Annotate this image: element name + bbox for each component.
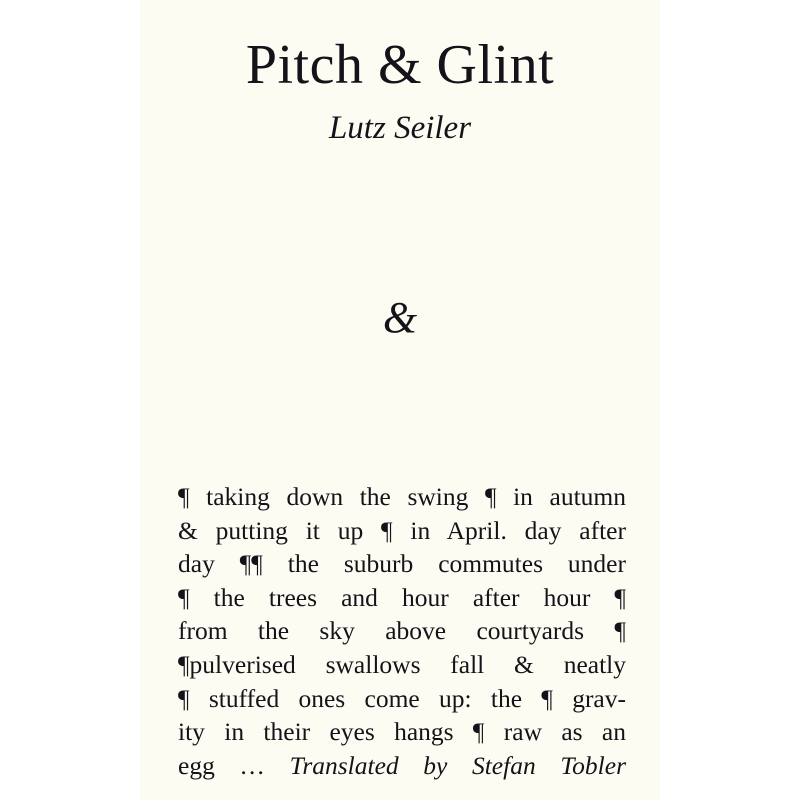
book-cover xyxy=(140,0,660,800)
poem-line: ¶ the trees and hour after hour ¶ xyxy=(178,582,626,612)
translator-credit: Translated by Stefan Tobler xyxy=(289,750,626,780)
poem-line: ¶ stuffed ones come up: the ¶ grav- xyxy=(178,683,626,713)
poem-line: & putting it up ¶ in April. day after xyxy=(178,515,626,545)
poem-line: ity in their eyes hangs ¶ raw as an xyxy=(178,717,626,747)
book-title: Pitch & Glint xyxy=(245,34,555,96)
poem-line: day ¶¶ the suburb commutes under xyxy=(178,549,626,579)
poem-last-line xyxy=(178,749,626,783)
poem-line: from the sky above courtyards ¶ xyxy=(178,616,626,646)
poem-text xyxy=(178,480,626,782)
poem-line-end: egg … xyxy=(178,750,265,780)
poem-line: ¶pulverised swallows fall & neatly xyxy=(178,649,626,679)
author-name: Lutz Seiler xyxy=(328,110,472,146)
ampersand-ornament: & xyxy=(382,293,418,342)
poem-line: ¶ taking down the swing ¶ in autumn xyxy=(178,482,626,511)
